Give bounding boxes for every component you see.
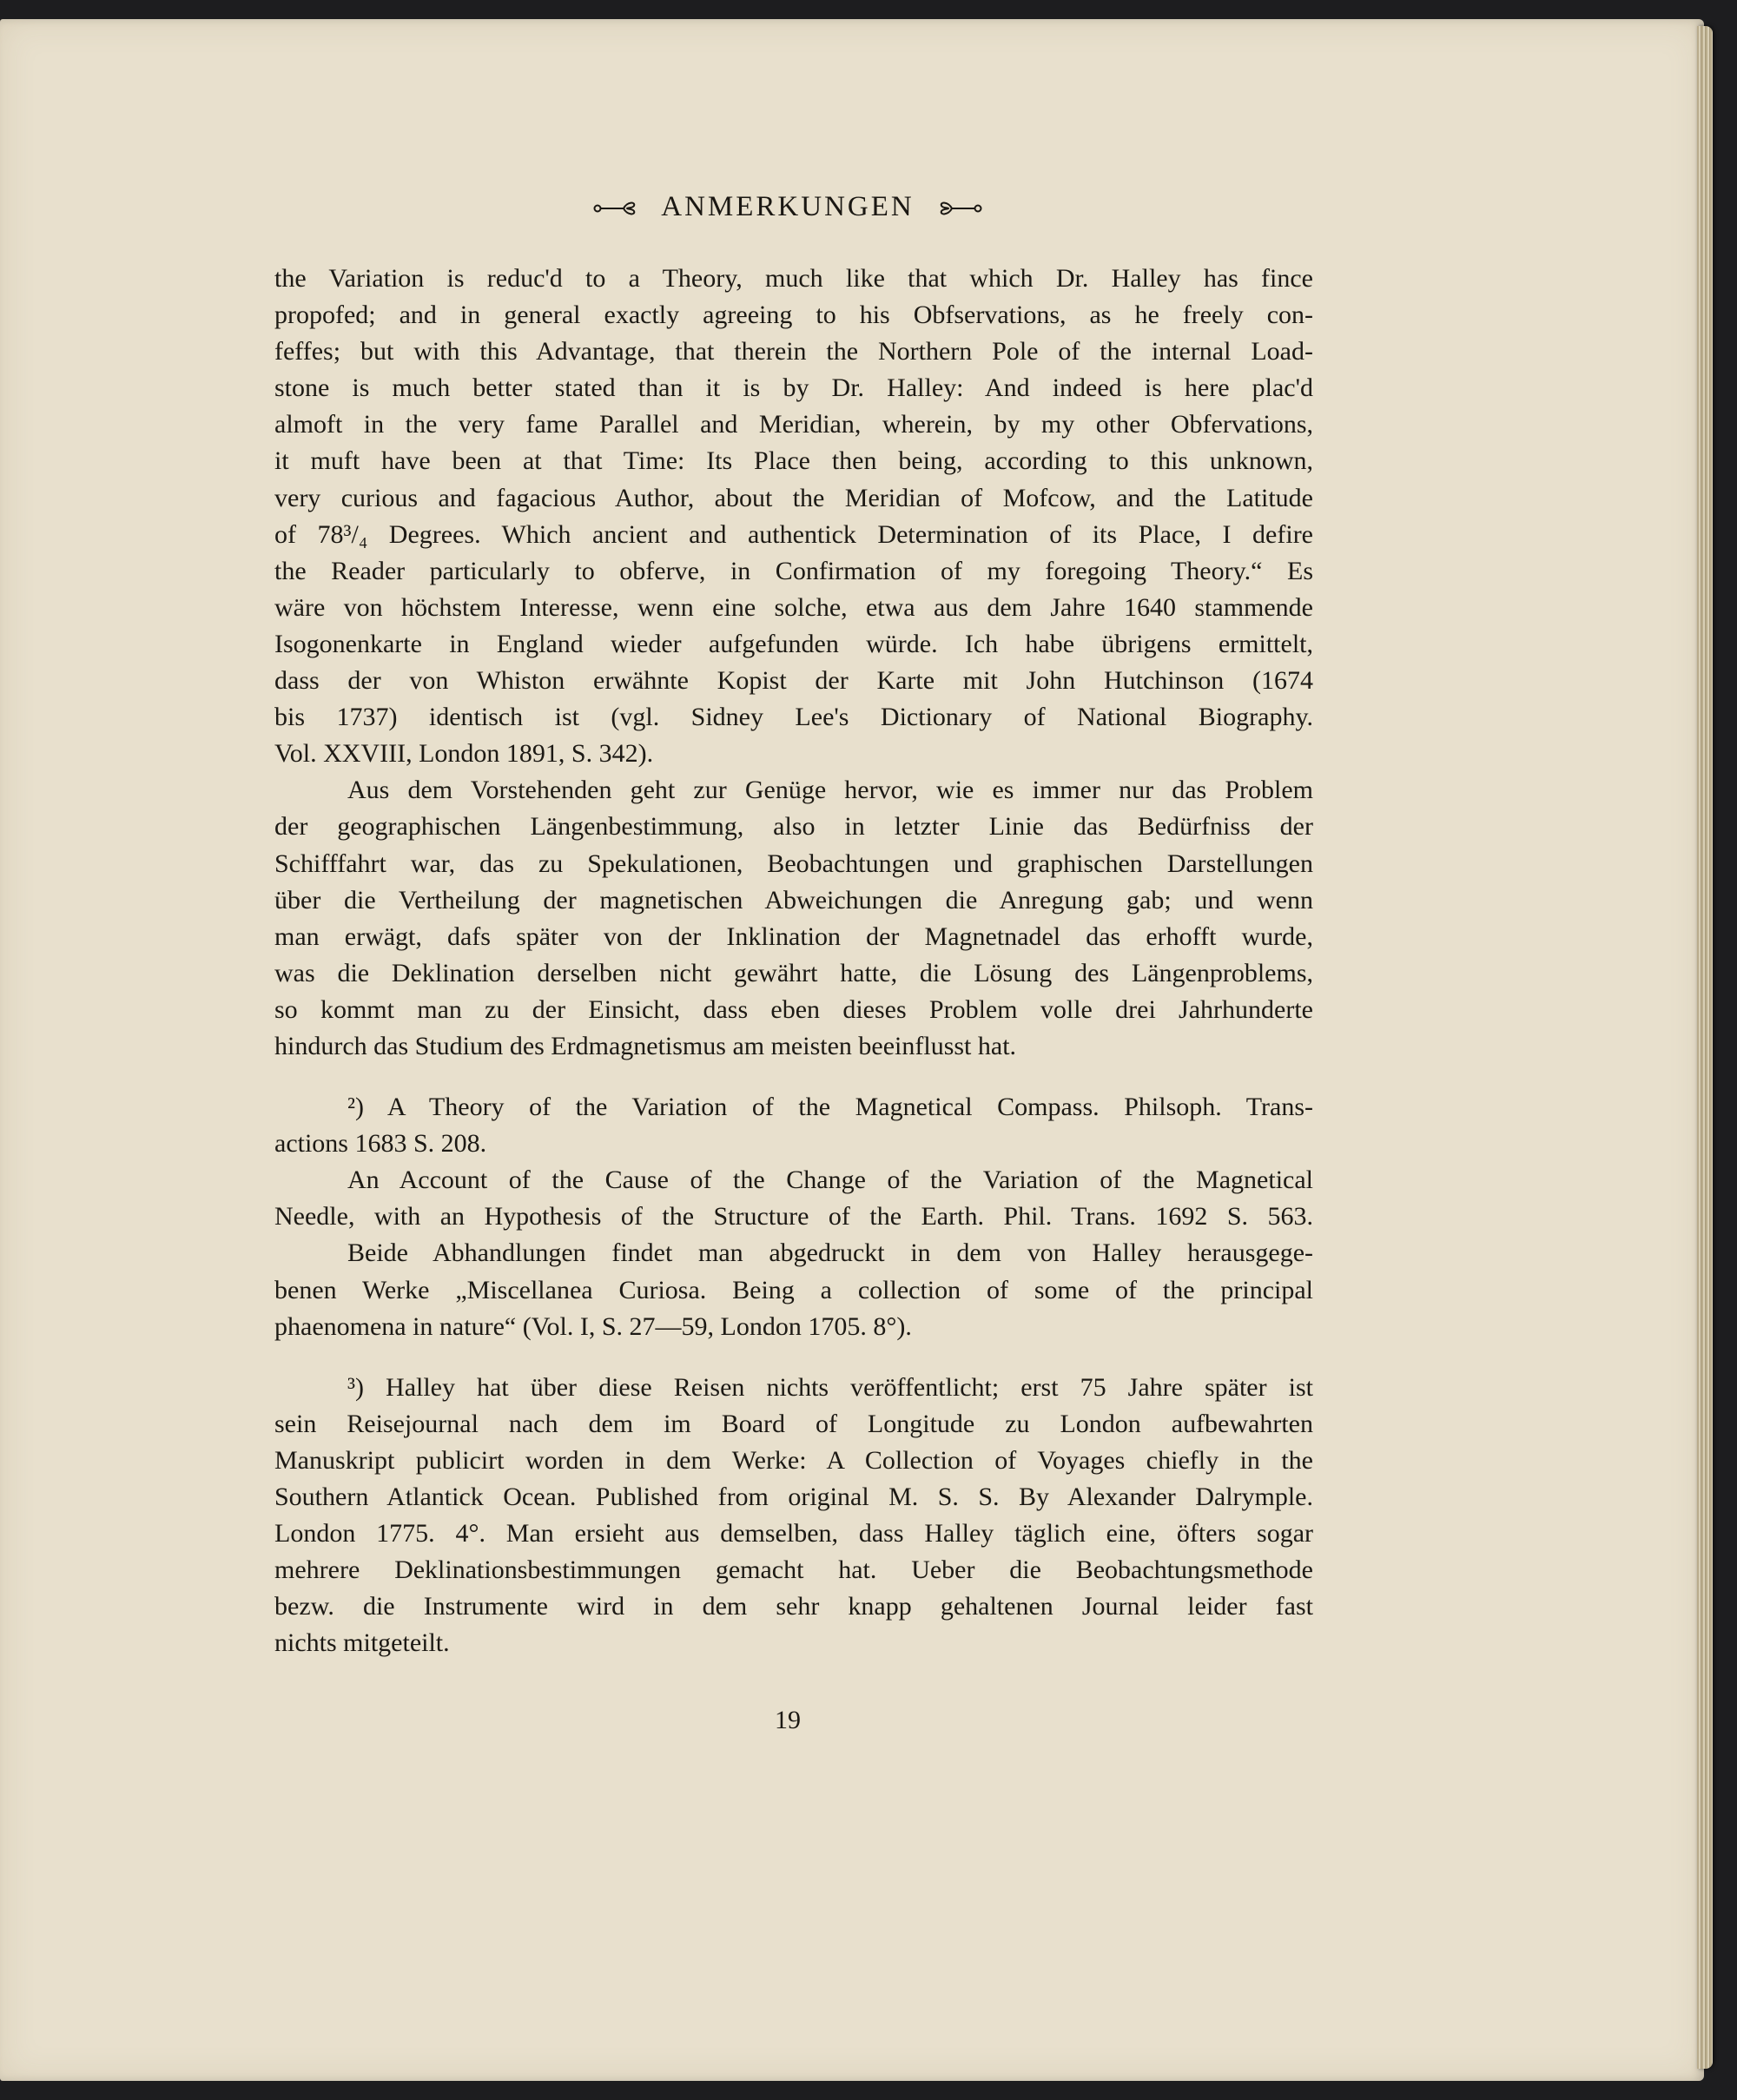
text-line: Schifffahrt war, das zu Spekulationen, Beobachtungen und graphischen Darstellungen <box>274 849 1313 878</box>
text-line: stone is much better stated than it is by Dr. Halley: And indeed is here plac'd <box>274 373 1313 403</box>
text-line: mehrere Deklinationsbestimmungen gemacht hat. Ueber die Beobachtungsmethode <box>274 1555 1313 1585</box>
paragraph-longitude-problem <box>274 772 1313 1065</box>
text-line: nichts mitgeteilt. <box>274 1628 450 1658</box>
text-line: Beide Abhandlungen findet man abgedruckt in dem von Halley herausgege- <box>347 1238 1313 1268</box>
text-line: almoft in the very fame Parallel and Meridian, wherein, by my other Obfervations, <box>274 410 1313 439</box>
text-line: ²) A Theory of the Variation of the Magnetical Compass. Philsoph. Trans- <box>347 1093 1313 1122</box>
text-line: Isogonenkarte in England wieder aufgefunden würde. Ich habe übrigens ermittelt, <box>274 629 1313 658</box>
text-line: hindurch das Studium des Erdmagnetismus am meisten beeinflusst hat. <box>274 1031 1017 1060</box>
paragraph-halley-quote <box>274 261 1313 772</box>
text-line: benen Werke „Miscellanea Curiosa. Being a collection of some of the principal <box>274 1275 1313 1304</box>
text-line: über die Vertheilung der magnetischen Abweichungen die Anregung gab; und wenn <box>274 885 1313 915</box>
text-line: der geographischen Längenbestimmung, also in letzter Linie das Bedürfniss der <box>274 812 1313 842</box>
text-line: phaenomena in nature“ (Vol. I, S. 27—59, London 1705. 8°). <box>274 1311 912 1341</box>
text-line: so kommt man zu der Einsicht, dass eben dieses Problem volle drei Jahrhunderte <box>274 994 1313 1024</box>
footnote-3 <box>274 1370 1313 1662</box>
text-line: man erwägt, dafs später von der Inklination der Magnetnadel das erhofft wurde, <box>274 921 1313 951</box>
text-line: ³) Halley hat über diese Reisen nichts veröffentlicht; erst 75 Jahre später ist <box>347 1372 1313 1402</box>
text-line: bezw. die Instrumente wird in dem sehr knapp gehaltenen Journal leider fast <box>274 1592 1313 1621</box>
text-line: London 1775. 4°. Man ersieht aus demselben, dass Halley täglich eine, öfters sogar <box>274 1519 1313 1549</box>
text-line: bis 1737) identisch ist (vgl. Sidney Lee's Dictionary of National Biography. <box>274 703 1313 732</box>
text-line: An Account of the Cause of the Change of the Variation of the Magnetical <box>347 1166 1313 1195</box>
text-line: propofed; and in general exactly agreeing to his Obfservations, as he freely con- <box>274 300 1313 330</box>
header-title: ANMERKUNGEN <box>661 191 915 222</box>
text-line: sein Reisejournal nach dem im Board of Longitude zu London aufbewahrten <box>274 1409 1313 1438</box>
body-text <box>274 261 1313 1661</box>
text-line: very curious and fagacious Author, about the Meridian of Mofcow, and the Latitude <box>274 483 1313 512</box>
text-line: it muft have been at that Time: Its Place then being, according to this unknown, <box>274 446 1313 476</box>
running-header <box>0 191 1575 223</box>
page-number: 19 <box>775 1706 801 1734</box>
text-line: dass der von Whiston erwähnte Kopist der Karte mit John Hutchinson (1674 <box>274 666 1313 696</box>
text-line: Vol. XXVIII, London 1891, S. 342). <box>274 739 654 769</box>
page-fore-edge <box>1697 26 1713 2069</box>
text-line: Southern Atlantick Ocean. Published from original M. S. S. By Alexander Dalrymple. <box>274 1483 1313 1511</box>
text-line: Aus dem Vorstehenden geht zur Genüge hervor, wie es immer nur das Problem <box>347 776 1313 805</box>
text-line: feffes; but with this Advantage, that therein the Northern Pole of the internal Load- <box>274 337 1313 367</box>
footnote-2 <box>274 1089 1313 1345</box>
text-line: Manuskript publicirt worden in dem Werke: A Collection of Voyages chiefly in the <box>274 1445 1313 1475</box>
text-line: actions 1683 S. 208. <box>274 1129 487 1159</box>
fleuron-right-icon <box>936 199 983 218</box>
text-line: was die Deklination derselben nicht gewährt hatte, die Lösung des Längenproblems, <box>274 958 1313 987</box>
text-line: the Variation is reduc'd to a Theory, much like that which Dr. Halley has fince <box>274 264 1313 293</box>
fleuron-left-icon <box>592 199 639 218</box>
text-line: the Reader particularly to obferve, in Confirmation of my foregoing Theory.“ Es <box>274 556 1313 585</box>
text-line: Needle, with an Hypothesis of the Structure of the Earth. Phil. Trans. 1692 S. 563. <box>274 1202 1313 1232</box>
text-line: wäre von höchstem Interesse, wenn eine solche, etwa aus dem Jahre 1640 stammende <box>274 592 1313 622</box>
text-line: of 78³/₄ Degrees. Which ancient and authentick Determination of its Place, I defire <box>274 519 1313 549</box>
